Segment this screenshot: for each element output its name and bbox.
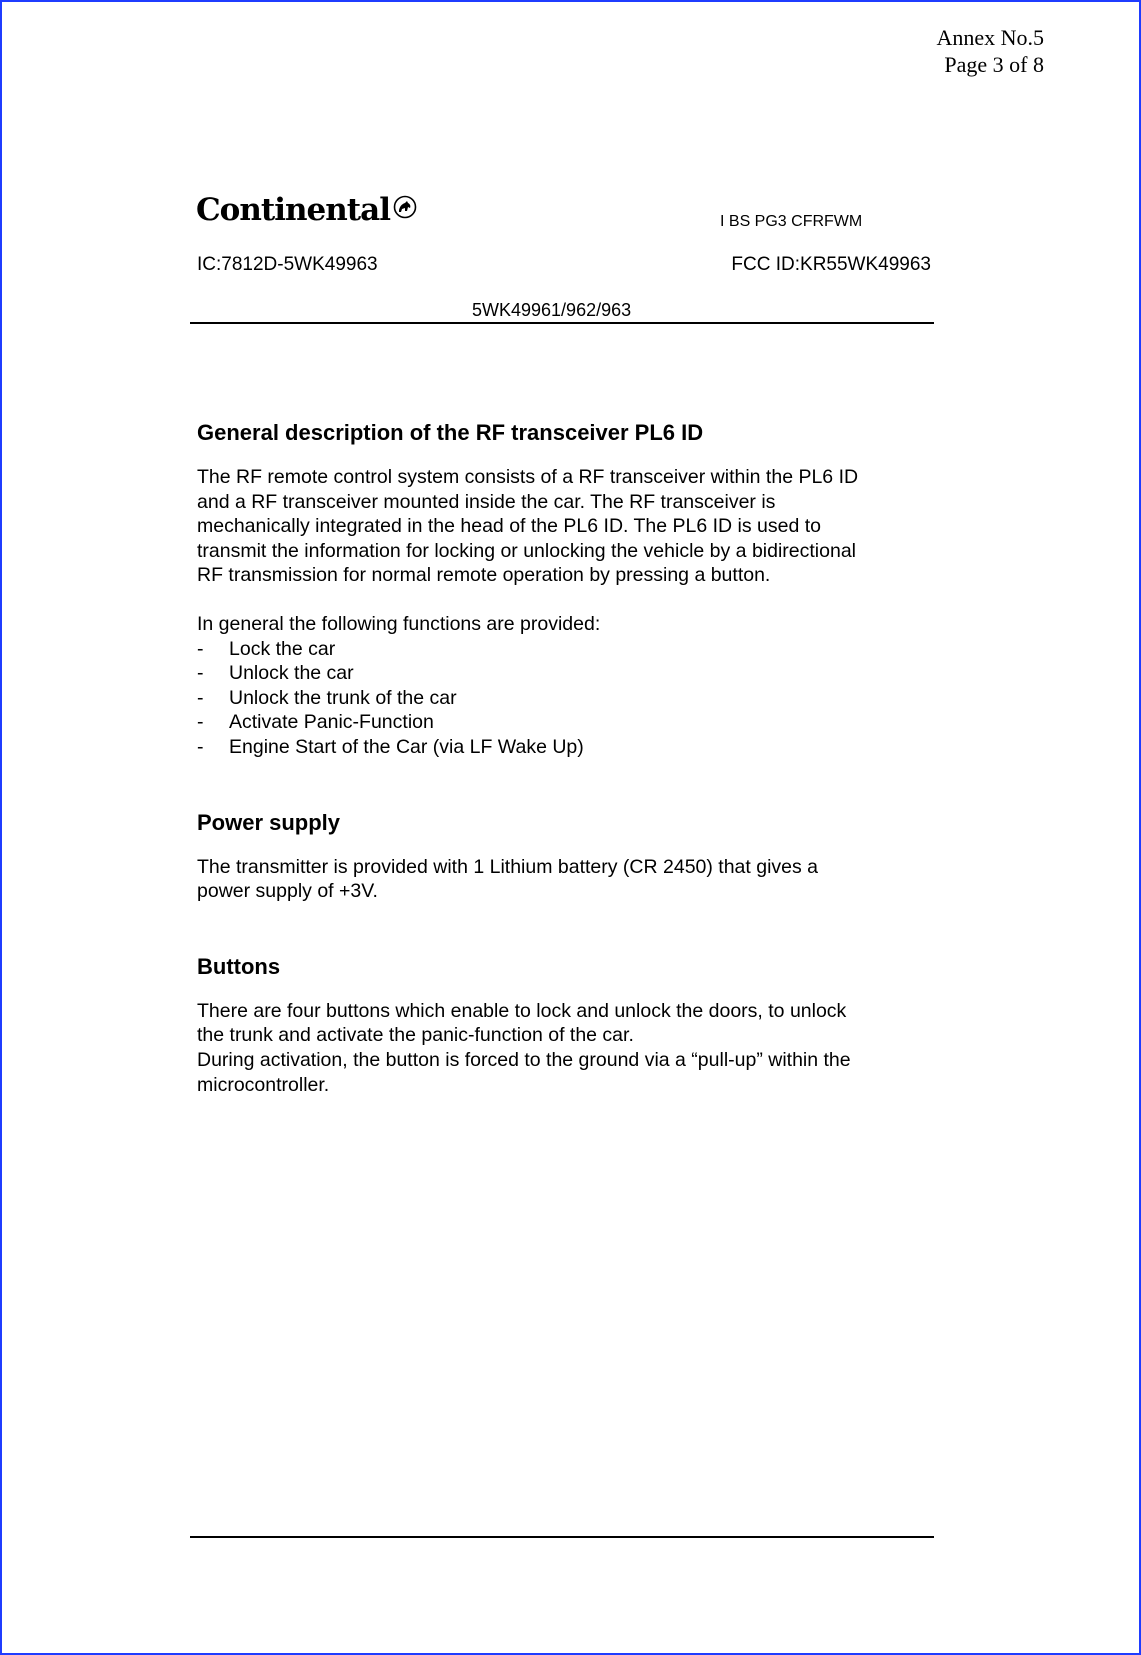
annex-label [936,24,1044,78]
paragraph-line: During activation, the button is forced to the ground via a “pull-up” within the [197,1048,851,1071]
paragraph-line: The RF remote control system consists of a RF transceiver within the PL6 ID [197,466,859,488]
list-dash: - [197,686,204,709]
functions-list [197,637,937,760]
list-item-text: Unlock the car [229,662,354,685]
list-item [197,686,937,711]
annex-number: Annex No.5 [936,25,1044,50]
paragraph-line: and a RF transceiver mounted inside the car. The RF transceiver is [197,490,776,513]
functions-intro: In general the following functions are provided: [197,612,601,635]
logo-wordmark: Continental [196,192,390,228]
list-item [197,637,937,662]
department-code: I BS PG3 CFRFWM [720,213,863,230]
horse-emblem-icon [393,195,417,219]
header-divider [190,322,934,324]
paragraph-line: mechanically integrated in the head of the PL6 ID. The PL6 ID is used to [197,515,822,538]
page-number: Page 3 of 8 [944,52,1044,77]
footer-divider [190,1536,934,1538]
list-item [197,710,937,735]
buttons-paragraph [197,999,937,1097]
continental-logo [196,192,417,228]
list-dash: - [197,735,204,758]
paragraph-line: RF transmission for normal remote operation by pressing a button. [197,564,771,587]
list-item-text: Lock the car [229,637,336,660]
list-item [197,735,937,760]
list-item-text: Engine Start of the Car (via LF Wake Up) [229,735,584,758]
fcc-id: FCC ID:KR55WK49963 [731,254,931,275]
document-body [197,420,937,1097]
paragraph-line: power supply of +3V. [197,880,378,903]
power-supply-heading: Power supply [197,809,341,835]
list-dash: - [197,711,204,734]
paragraph-line: The transmitter is provided with 1 Lithium battery (CR 2450) that gives a [197,855,819,878]
list-dash: - [197,662,204,685]
ic-id: IC:7812D-5WK49963 [197,254,378,275]
paragraph-line: microcontroller. [197,1073,330,1096]
paragraph-line: the trunk and activate the panic-function of the car. [197,1024,634,1047]
power-supply-paragraph [197,855,937,904]
part-numbers: 5WK49961/962/963 [472,300,632,320]
list-item-text: Unlock the trunk of the car [229,686,457,709]
paragraph-line: transmit the information for locking or unlocking the vehicle by a bidirectional [197,539,857,562]
general-description-heading: General description of the RF transceiver PL6 ID [197,420,704,445]
general-description-paragraph [197,465,937,588]
paragraph-line: There are four buttons which enable to lock and unlock the doors, to unlock [197,999,847,1022]
list-item [197,661,937,686]
list-dash: - [197,637,204,660]
list-item-text: Activate Panic-Function [229,711,434,734]
buttons-heading: Buttons [197,953,281,979]
